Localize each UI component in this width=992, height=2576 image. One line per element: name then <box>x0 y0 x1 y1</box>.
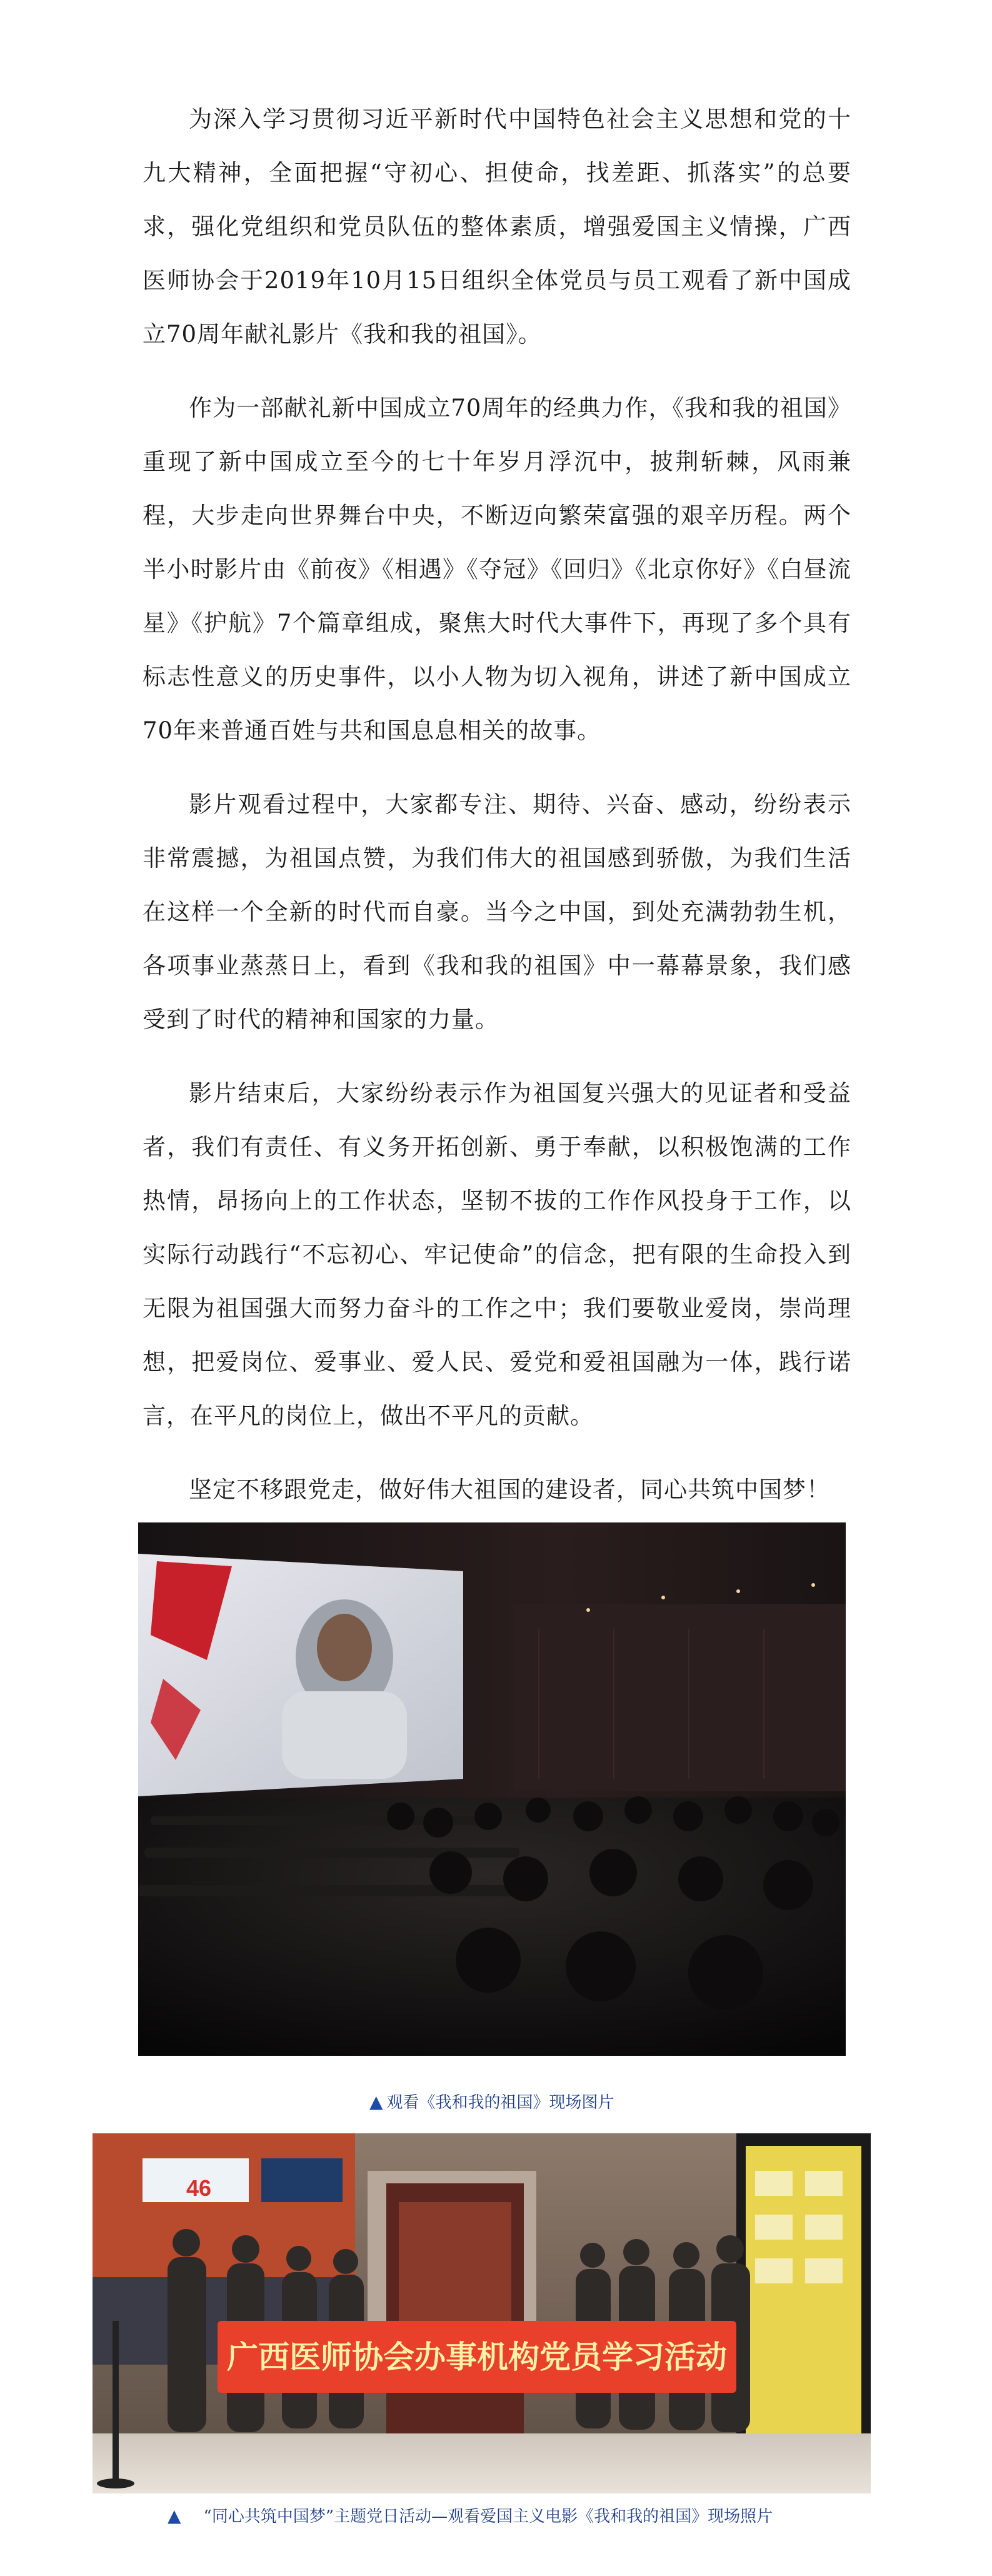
svg-text:46: 46 <box>186 2175 212 2201</box>
paragraph-2: 作为一部献礼新中国成立70周年的经典力作，《我和我的祖国》重现了新中国成立至今的七十年岁月浮沉中，披荆斩棘，风雨兼程，大步走向世界舞台中央，不断迈向繁荣富强的艰辛历程。两个半小时影片由《前夜》《相遇》《夺冠》《回归》《北京你好》《白昼流星》《护航》7个篇章组成，聚焦大时代大事件下，再现了多个具有标志性意义的历史事件，以小人物为切入视角，讲述了新中国成立70年来普通百姓与共和国息息相关的故事。 <box>143 395 851 744</box>
paragraph-1: 为深入学习贯彻习近平新时代中国特色社会主义思想和党的十九大精神，全面把握“守初心、担使命，找差距、抓落实”的总要求，强化党组织和党员队伍的整体素质，增强爱国主义情操，广西医师协会于2019年10月15日组织全体党员与员工观看了新中国成立70周年献礼影片《我和我的祖国》。 <box>143 106 851 348</box>
article-body <box>143 93 851 1537</box>
cinema-photo <box>138 1522 846 2056</box>
caption-text: “同心共筑中国梦”主题党日活动—观看爱国主义电影《我和我的祖国》现场照片 <box>203 2507 773 2526</box>
group-photo <box>93 2133 871 2493</box>
triangle-marker-icon: ▲ <box>168 2505 181 2526</box>
paragraph-3: 影片观看过程中，大家都专注、期待、兴奋、感动，纷纷表示非常震撼，为祖国点赞，为我们伟大的祖国感到骄傲，为我们生活在这样一个全新的时代而自豪。当今之中国，到处充满勃勃生机，各项事业蒸蒸日上，看到《我和我的祖国》中一幕幕景象，我们感受到了时代的精神和国家的力量。 <box>143 791 851 1033</box>
cinema-photo-caption <box>369 2090 614 2113</box>
group-scene-illustration <box>93 2133 871 2493</box>
cinema-scene-illustration <box>138 1522 846 2056</box>
banner-text: 广西医师协会办事机构党员学习活动 <box>227 2339 727 2375</box>
group-photo-caption <box>168 2503 773 2527</box>
caption-text: 观看《我和我的祖国》现场图片 <box>386 2093 614 2112</box>
paragraph-4: 影片结束后，大家纷纷表示作为祖国复兴强大的见证者和受益者，我们有责任、有义务开拓创新、勇于奉献，以积极饱满的工作热情，昂扬向上的工作状态，坚韧不拔的工作作风投身于工作，以实际行动践行“不忘初心、牢记使命”的信念，把有限的生命投入到无限为祖国强大而努力奋斗的工作之中；我们要敬业爱岗，崇尚理想，把爱岗位、爱事业、爱人民、爱党和爱祖国融为一体，践行诺言，在平凡的岗位上，做出不平凡的贡献。 <box>143 1080 851 1429</box>
screen-counter <box>186 2175 211 2201</box>
triangle-marker-icon: ▲ <box>369 2091 383 2112</box>
paragraph-5: 坚定不移跟党走，做好伟大祖国的建设者，同心共筑中国梦！ <box>189 1476 830 1503</box>
